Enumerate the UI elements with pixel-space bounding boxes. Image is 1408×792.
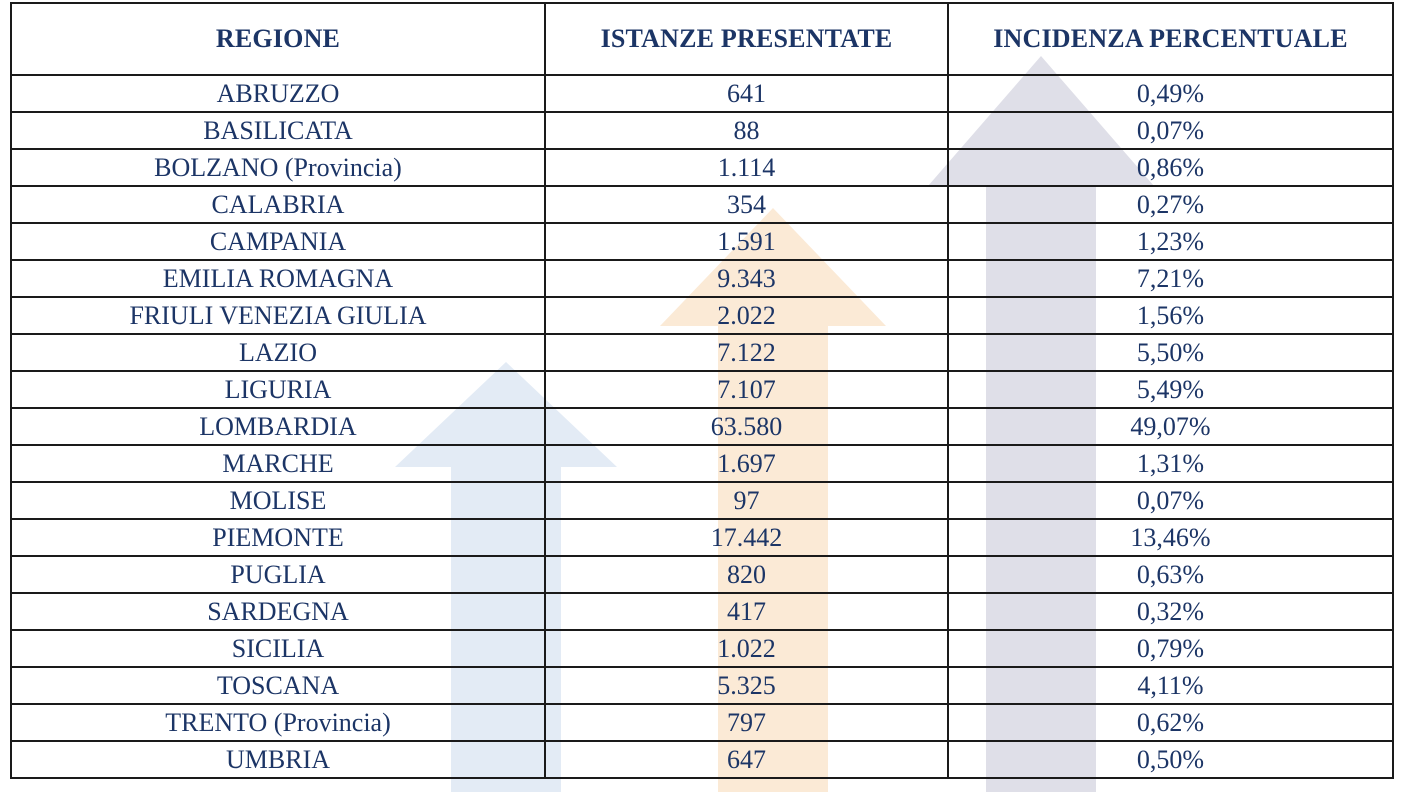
table-row	[11, 334, 1393, 371]
cell-percentage: 0,07%	[948, 482, 1393, 519]
cell-percentage: 0,86%	[948, 149, 1393, 186]
cell-region: SARDEGNA	[11, 593, 545, 630]
cell-region: BASILICATA	[11, 112, 545, 149]
cell-applications: 63.580	[545, 408, 948, 445]
cell-region: MOLISE	[11, 482, 545, 519]
cell-region: MARCHE	[11, 445, 545, 482]
column-header-istanze: ISTANZE PRESENTATE	[545, 3, 948, 75]
table-row	[11, 556, 1393, 593]
cell-applications: 417	[545, 593, 948, 630]
table-row	[11, 75, 1393, 112]
cell-region: FRIULI VENEZIA GIULIA	[11, 297, 545, 334]
cell-region: TRENTO (Provincia)	[11, 704, 545, 741]
cell-percentage: 13,46%	[948, 519, 1393, 556]
table-row	[11, 704, 1393, 741]
cell-percentage: 5,50%	[948, 334, 1393, 371]
column-header-regione: REGIONE	[11, 3, 545, 75]
cell-region: LOMBARDIA	[11, 408, 545, 445]
table-row	[11, 260, 1393, 297]
table-row	[11, 667, 1393, 704]
cell-applications: 1.591	[545, 223, 948, 260]
cell-applications: 641	[545, 75, 948, 112]
cell-region: CALABRIA	[11, 186, 545, 223]
cell-percentage: 4,11%	[948, 667, 1393, 704]
cell-region: PUGLIA	[11, 556, 545, 593]
cell-applications: 1.022	[545, 630, 948, 667]
table-row	[11, 630, 1393, 667]
cell-region: LAZIO	[11, 334, 545, 371]
table-row	[11, 186, 1393, 223]
cell-applications: 88	[545, 112, 948, 149]
table-row	[11, 112, 1393, 149]
cell-applications: 7.107	[545, 371, 948, 408]
cell-region: UMBRIA	[11, 741, 545, 778]
table-row	[11, 223, 1393, 260]
table-row	[11, 371, 1393, 408]
cell-percentage: 0,27%	[948, 186, 1393, 223]
table-row	[11, 408, 1393, 445]
cell-percentage: 0,79%	[948, 630, 1393, 667]
cell-region: LIGURIA	[11, 371, 545, 408]
cell-applications: 2.022	[545, 297, 948, 334]
cell-percentage: 0,49%	[948, 75, 1393, 112]
table-row	[11, 445, 1393, 482]
cell-applications: 9.343	[545, 260, 948, 297]
table-row	[11, 297, 1393, 334]
column-header-incidenza: INCIDENZA PERCENTUALE	[948, 3, 1393, 75]
cell-applications: 820	[545, 556, 948, 593]
table-row	[11, 482, 1393, 519]
cell-region: PIEMONTE	[11, 519, 545, 556]
table-header-row	[11, 3, 1393, 75]
cell-applications: 97	[545, 482, 948, 519]
table-row	[11, 593, 1393, 630]
cell-percentage: 0,32%	[948, 593, 1393, 630]
cell-percentage: 5,49%	[948, 371, 1393, 408]
table-row	[11, 741, 1393, 778]
cell-percentage: 0,62%	[948, 704, 1393, 741]
cell-applications: 354	[545, 186, 948, 223]
cell-region: BOLZANO (Provincia)	[11, 149, 545, 186]
cell-region: TOSCANA	[11, 667, 545, 704]
cell-region: ABRUZZO	[11, 75, 545, 112]
cell-percentage: 1,23%	[948, 223, 1393, 260]
cell-percentage: 1,56%	[948, 297, 1393, 334]
cell-percentage: 7,21%	[948, 260, 1393, 297]
cell-applications: 5.325	[545, 667, 948, 704]
regional-applications-table	[10, 2, 1394, 779]
cell-applications: 1.114	[545, 149, 948, 186]
cell-region: CAMPANIA	[11, 223, 545, 260]
cell-percentage: 0,63%	[948, 556, 1393, 593]
cell-applications: 797	[545, 704, 948, 741]
cell-region: EMILIA ROMAGNA	[11, 260, 545, 297]
cell-percentage: 1,31%	[948, 445, 1393, 482]
cell-applications: 647	[545, 741, 948, 778]
cell-applications: 1.697	[545, 445, 948, 482]
cell-percentage: 0,07%	[948, 112, 1393, 149]
cell-percentage: 0,50%	[948, 741, 1393, 778]
cell-percentage: 49,07%	[948, 408, 1393, 445]
cell-applications: 7.122	[545, 334, 948, 371]
table-row	[11, 149, 1393, 186]
cell-region: SICILIA	[11, 630, 545, 667]
table-row	[11, 519, 1393, 556]
cell-applications: 17.442	[545, 519, 948, 556]
